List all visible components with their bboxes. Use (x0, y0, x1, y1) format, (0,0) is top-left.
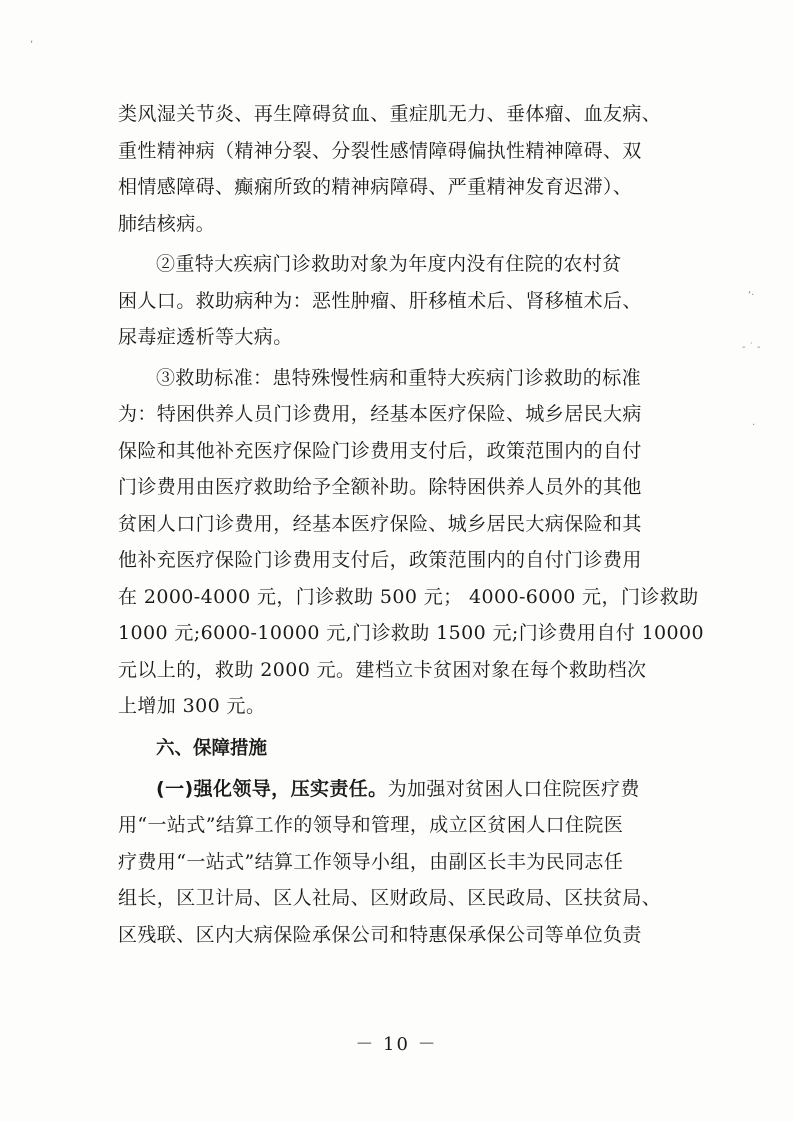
scan-mark: ‘· (748, 290, 755, 301)
text-line: 疗费用“一站式”结算工作领导小组，由副区长丰为民同志任 (118, 850, 624, 873)
scan-mark: , (30, 34, 34, 45)
paragraph-assistance-standard (118, 360, 708, 725)
page-number: － 10 － (355, 1034, 438, 1055)
text-line: 困人口。救助病种为：恶性肿瘤、肝移植术后、肾移植术后、 (118, 289, 642, 312)
scan-mark: - ˙ - (742, 342, 761, 353)
paragraph-lead-text: 为加强对贫困人口住院医疗费 (387, 777, 640, 800)
paragraph-disease-list (118, 96, 708, 242)
text-line: 保险和其他补充医疗保险门诊费用支付后，政策范围内的自付 (118, 439, 642, 462)
text-line: 肺结核病。 (118, 212, 216, 235)
text-line (118, 771, 708, 808)
paragraph-major-disease-outpatient (118, 246, 708, 356)
text-line: 门诊费用由医疗救助给予全额补助。除特困供养人员外的其他 (118, 476, 642, 498)
text-line: 贫困人口门诊费用，经基本医疗保险、城乡居民大病保险和其 (118, 512, 642, 535)
text-line: 相情感障碍、癫痫所致的精神病障碍、严重精神发育迟滞）、 (118, 176, 633, 198)
text-line: 为：特困供养人员门诊费用，经基本医疗保险、城乡居民大病 (118, 403, 642, 425)
scan-mark: · (752, 420, 756, 431)
text-line: 1000 元;6000-10000 元,门诊救助 1500 元;门诊费用自付 10000 (118, 622, 705, 644)
text-line: 组长，区卫计局、区人社局、区财政局、区民政局、区扶贫局、 (118, 887, 662, 909)
text-line: 元以上的，救助 2000 元。建档立卡贫困对象在每个救助档次 (118, 658, 647, 681)
paragraph-lead-title: (一)强化领导，压实责任。 (156, 777, 388, 800)
text-line: 上增加 300 元。 (118, 695, 266, 717)
text-line: 他补充医疗保险门诊费用支付后，政策范围内的自付门诊费用 (118, 549, 642, 571)
text-line: 类风湿关节炎、再生障碍贫血、重症肌无力、垂体瘤、血友病、 (118, 103, 662, 125)
text-line: 重性精神病（精神分裂、分裂性感情障碍偏执性精神障碍、双 (118, 139, 642, 162)
text-line: ③救助标准：患特殊慢性病和重特大疾病门诊救助的标准 (156, 366, 642, 389)
text-line: ②重特大疾病门诊救助对象为年度内没有住院的农村贫 (156, 253, 622, 275)
document-body (118, 96, 708, 953)
text-line: 在 2000-4000 元，门诊救助 500 元； 4000-6000 元，门诊救助 (118, 585, 699, 608)
text-line: 尿毒症透析等大病。 (118, 326, 293, 348)
text-line: 用“一站式”结算工作的领导和管理，成立区贫困人口住院医 (118, 814, 624, 836)
text-line: 区残联、区内大病保险承保公司和特惠保承保公司等单位负责 (118, 923, 642, 946)
paragraph-leadership (118, 771, 708, 954)
section-heading: 六、保障措施 (156, 737, 268, 759)
